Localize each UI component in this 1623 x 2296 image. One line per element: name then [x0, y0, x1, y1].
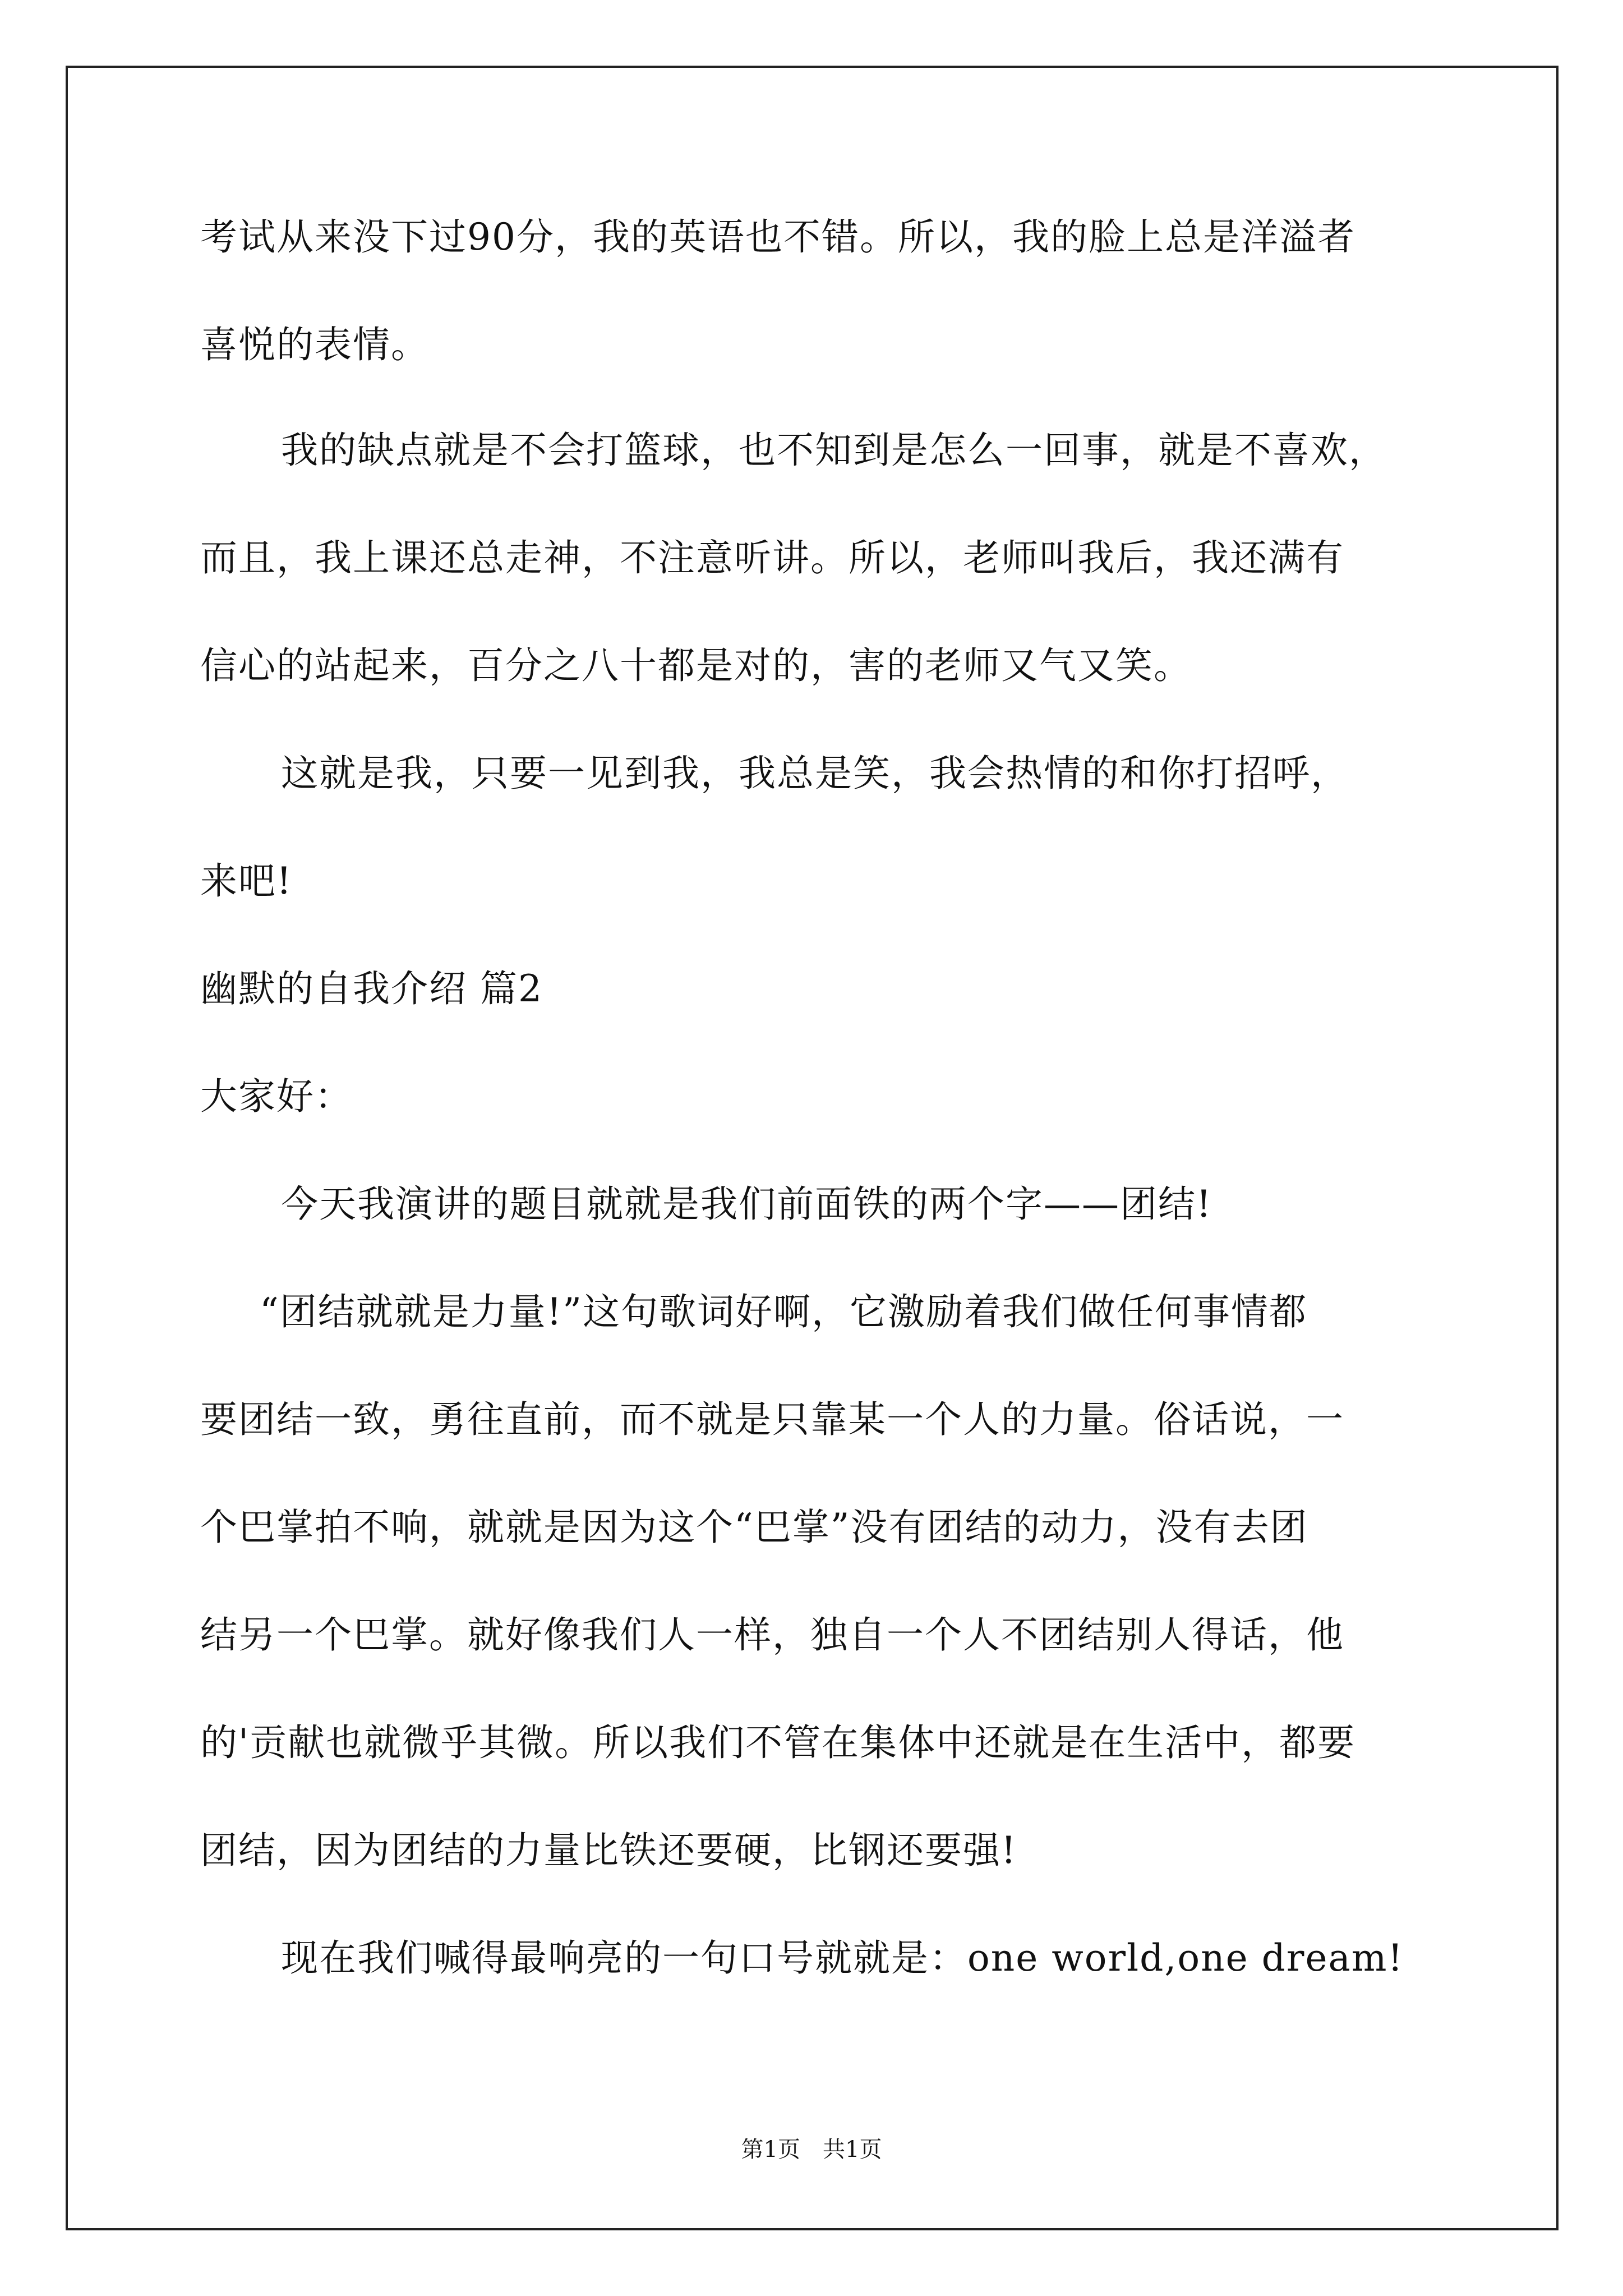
paragraph-line: 考试从来没下过90分，我的英语也不错。所以，我的脸上总是洋溢者: [200, 215, 1355, 259]
paragraph-line: 这就是我，只要一见到我，我总是笑，我会热情的和你打招呼，: [281, 752, 1349, 795]
paragraph-line: 来吧!: [200, 859, 293, 903]
paragraph-line: 现在我们喊得最响亮的一句口号就就是：one world,one dream!: [281, 1936, 1404, 1980]
page-total: 共1页: [823, 2137, 882, 2162]
section-heading: 幽默的自我介绍 篇2: [200, 967, 543, 1010]
paragraph-line: 喜悦的表情。: [200, 323, 429, 366]
paragraph-line: 个巴掌拍不响，就就是因为这个“巴掌”没有团结的动力，没有去团: [200, 1506, 1308, 1549]
paragraph-line: 而且，我上课还总走神，不注意听讲。所以，老师叫我后，我还满有: [200, 536, 1344, 579]
paragraph-line: 团结，因为团结的力量比铁还要硬，比钢还要强!: [200, 1829, 1017, 1872]
paragraph-line: “团结就就是力量!”这句歌词好啊，它激励着我们做任何事情都: [260, 1290, 1308, 1333]
paragraph-line: 今天我演讲的题目就就是我们前面铁的两个字——团结!: [281, 1182, 1212, 1226]
paragraph-line: 结另一个巴掌。就好像我们人一样，独自一个人不团结别人得话，他: [200, 1613, 1344, 1657]
page-border: [66, 66, 1559, 2230]
paragraph-line: 信心的站起来，百分之八十都是对的，害的老师又气又笑。: [200, 644, 1192, 687]
page-footer: [0, 2138, 1623, 2161]
paragraph-line: 要团结一致，勇往直前，而不就是只靠某一个人的力量。俗话说，一: [200, 1398, 1344, 1441]
page-number: 第1页: [741, 2137, 800, 2162]
paragraph-line: 我的缺点就是不会打篮球，也不知到是怎么一回事，就是不喜欢，: [281, 429, 1387, 472]
salutation: 大家好：: [200, 1075, 353, 1118]
paragraph-line: 的'贡献也就微乎其微。所以我们不管在集体中还就是在生活中，都要: [200, 1721, 1356, 1764]
